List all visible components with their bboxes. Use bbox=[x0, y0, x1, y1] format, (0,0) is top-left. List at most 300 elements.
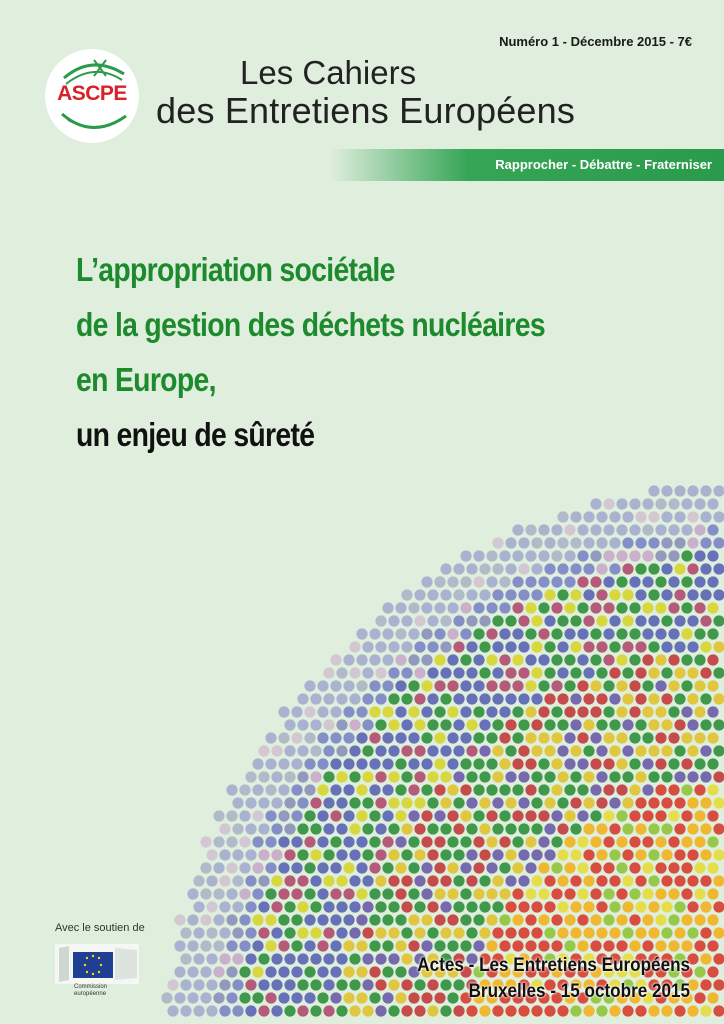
sphere-dot bbox=[330, 810, 341, 821]
sphere-dot bbox=[635, 615, 646, 626]
sphere-dot bbox=[681, 914, 692, 925]
sphere-dot bbox=[687, 719, 698, 730]
sphere-dot bbox=[674, 719, 685, 730]
sphere-dot bbox=[388, 927, 399, 938]
sphere-dot bbox=[668, 914, 679, 925]
sphere-dot bbox=[499, 784, 510, 795]
sphere-dot bbox=[395, 810, 406, 821]
sphere-dot bbox=[453, 875, 464, 886]
sphere-dot bbox=[538, 758, 549, 769]
sphere-dot bbox=[551, 810, 562, 821]
sphere-dot bbox=[486, 602, 497, 613]
sphere-dot bbox=[694, 966, 705, 977]
sphere-dot bbox=[427, 589, 438, 600]
sphere-dot bbox=[414, 927, 425, 938]
sphere-dot bbox=[629, 628, 640, 639]
sphere-dot bbox=[538, 706, 549, 717]
sphere-dot bbox=[713, 927, 724, 938]
sphere-dot bbox=[395, 862, 406, 873]
sphere-dot bbox=[590, 524, 601, 535]
sphere-dot bbox=[258, 745, 269, 756]
sphere-dot bbox=[525, 940, 536, 951]
sphere-dot bbox=[460, 862, 471, 873]
sphere-dot bbox=[219, 953, 230, 964]
sphere-dot bbox=[486, 576, 497, 587]
sphere-dot bbox=[219, 849, 230, 860]
sphere-dot bbox=[583, 589, 594, 600]
sphere-dot bbox=[564, 888, 575, 899]
sphere-dot bbox=[577, 654, 588, 665]
sphere-dot bbox=[479, 693, 490, 704]
sphere-dot bbox=[336, 927, 347, 938]
sphere-dot bbox=[512, 602, 523, 613]
sphere-dot bbox=[551, 758, 562, 769]
sphere-dot bbox=[674, 563, 685, 574]
sphere-dot bbox=[284, 953, 295, 964]
sphere-dot bbox=[642, 680, 653, 691]
sphere-dot bbox=[414, 589, 425, 600]
sphere-dot bbox=[707, 784, 718, 795]
sphere-dot bbox=[642, 524, 653, 535]
sphere-dot bbox=[375, 953, 386, 964]
sphere-dot bbox=[512, 914, 523, 925]
sphere-dot bbox=[590, 498, 601, 509]
sphere-dot bbox=[310, 979, 321, 990]
sphere-dot bbox=[557, 1005, 568, 1016]
sphere-dot bbox=[499, 576, 510, 587]
sphere-dot bbox=[388, 797, 399, 808]
sphere-dot bbox=[343, 914, 354, 925]
sphere-dot bbox=[323, 823, 334, 834]
sphere-dot bbox=[258, 823, 269, 834]
sphere-dot bbox=[713, 771, 724, 782]
sphere-dot bbox=[382, 836, 393, 847]
sphere-dot bbox=[564, 680, 575, 691]
sphere-dot bbox=[564, 836, 575, 847]
logo-text: ASCPE bbox=[57, 82, 127, 105]
sphere-dot bbox=[200, 914, 211, 925]
sphere-dot bbox=[518, 901, 529, 912]
sphere-dot bbox=[447, 862, 458, 873]
sphere-dot bbox=[538, 836, 549, 847]
sphere-dot bbox=[408, 810, 419, 821]
sphere-dot bbox=[616, 914, 627, 925]
sphere-dot bbox=[596, 849, 607, 860]
sphere-dot bbox=[655, 940, 666, 951]
sphere-dot bbox=[635, 667, 646, 678]
sphere-dot bbox=[531, 1005, 542, 1016]
sphere-dot bbox=[187, 992, 198, 1003]
sphere-dot bbox=[434, 758, 445, 769]
sphere-dot bbox=[525, 680, 536, 691]
sphere-dot bbox=[492, 771, 503, 782]
sphere-dot bbox=[661, 797, 672, 808]
sphere-dot bbox=[408, 862, 419, 873]
sphere-dot bbox=[538, 914, 549, 925]
sphere-dot bbox=[687, 589, 698, 600]
sphere-dot bbox=[655, 550, 666, 561]
sphere-dot bbox=[707, 888, 718, 899]
sphere-dot bbox=[239, 836, 250, 847]
sphere-dot bbox=[330, 862, 341, 873]
sphere-dot bbox=[713, 641, 724, 652]
sphere-dot bbox=[505, 537, 516, 548]
sphere-dot bbox=[421, 576, 432, 587]
sphere-dot bbox=[661, 693, 672, 704]
sphere-dot bbox=[356, 680, 367, 691]
sphere-dot bbox=[499, 862, 510, 873]
sphere-dot bbox=[525, 602, 536, 613]
sphere-dot bbox=[570, 537, 581, 548]
sphere-dot bbox=[180, 953, 191, 964]
sphere-dot bbox=[518, 771, 529, 782]
sphere-dot bbox=[492, 563, 503, 574]
sphere-dot bbox=[655, 836, 666, 847]
sphere-dot bbox=[427, 745, 438, 756]
sphere-dot bbox=[304, 940, 315, 951]
sphere-dot bbox=[668, 810, 679, 821]
sphere-dot bbox=[473, 680, 484, 691]
sphere-dot bbox=[694, 498, 705, 509]
sphere-dot bbox=[382, 628, 393, 639]
sphere-dot bbox=[479, 719, 490, 730]
sphere-dot bbox=[486, 862, 497, 873]
sphere-dot bbox=[284, 823, 295, 834]
sphere-dot bbox=[473, 888, 484, 899]
sphere-dot bbox=[674, 823, 685, 834]
sphere-dot bbox=[421, 784, 432, 795]
sphere-dot bbox=[362, 901, 373, 912]
sphere-dot bbox=[349, 1005, 360, 1016]
sphere-dot bbox=[239, 810, 250, 821]
sphere-dot bbox=[310, 745, 321, 756]
sphere-dot bbox=[466, 927, 477, 938]
sphere-dot bbox=[544, 615, 555, 626]
sphere-dot bbox=[661, 771, 672, 782]
sphere-dot bbox=[336, 693, 347, 704]
sphere-dot bbox=[245, 953, 256, 964]
sphere-dot bbox=[629, 576, 640, 587]
sphere-dot bbox=[362, 797, 373, 808]
sphere-dot bbox=[694, 992, 705, 1003]
sphere-dot bbox=[473, 628, 484, 639]
sphere-dot bbox=[700, 849, 711, 860]
sphere-dot bbox=[661, 719, 672, 730]
sphere-dot bbox=[291, 888, 302, 899]
sphere-dot bbox=[453, 771, 464, 782]
sphere-dot bbox=[258, 1005, 269, 1016]
sphere-dot bbox=[252, 758, 263, 769]
sphere-dot bbox=[278, 966, 289, 977]
tagline-bar bbox=[330, 149, 724, 181]
sphere-dot bbox=[219, 927, 230, 938]
sphere-dot bbox=[466, 719, 477, 730]
sphere-dot bbox=[570, 1005, 581, 1016]
sphere-dot bbox=[447, 706, 458, 717]
sphere-dot bbox=[239, 862, 250, 873]
sphere-dot bbox=[713, 485, 724, 496]
sphere-dot bbox=[447, 810, 458, 821]
sphere-dot bbox=[492, 615, 503, 626]
sphere-dot bbox=[564, 602, 575, 613]
sphere-dot bbox=[616, 602, 627, 613]
sphere-dot bbox=[687, 563, 698, 574]
sphere-dot bbox=[226, 862, 237, 873]
sphere-dot bbox=[349, 927, 360, 938]
sphere-dot bbox=[375, 927, 386, 938]
sphere-dot bbox=[668, 628, 679, 639]
sphere-dot bbox=[694, 576, 705, 587]
sphere-dot bbox=[323, 849, 334, 860]
sphere-dot bbox=[258, 953, 269, 964]
sphere-dot bbox=[531, 901, 542, 912]
sphere-dot bbox=[557, 875, 568, 886]
sphere-dot bbox=[694, 784, 705, 795]
sphere-dot bbox=[707, 602, 718, 613]
sphere-dot bbox=[427, 771, 438, 782]
sphere-dot bbox=[596, 693, 607, 704]
sphere-dot bbox=[583, 797, 594, 808]
sphere-dot bbox=[414, 823, 425, 834]
sphere-dot bbox=[531, 589, 542, 600]
sphere-dot bbox=[505, 615, 516, 626]
sphere-dot bbox=[369, 966, 380, 977]
sphere-dot bbox=[284, 901, 295, 912]
sphere-dot bbox=[408, 758, 419, 769]
sphere-dot bbox=[700, 875, 711, 886]
sphere-dot bbox=[596, 1005, 607, 1016]
sphere-dot bbox=[401, 875, 412, 886]
sphere-dot bbox=[278, 758, 289, 769]
sphere-dot bbox=[629, 784, 640, 795]
sphere-dot bbox=[642, 654, 653, 665]
sphere-dot bbox=[668, 706, 679, 717]
sphere-dot bbox=[193, 901, 204, 912]
sphere-dot bbox=[577, 602, 588, 613]
sphere-dot bbox=[518, 641, 529, 652]
sphere-dot bbox=[642, 498, 653, 509]
sphere-dot bbox=[674, 875, 685, 886]
sphere-dot bbox=[499, 940, 510, 951]
sphere-dot bbox=[694, 940, 705, 951]
sphere-dot bbox=[297, 979, 308, 990]
sphere-dot bbox=[681, 836, 692, 847]
sphere-dot bbox=[681, 784, 692, 795]
sphere-dot bbox=[297, 719, 308, 730]
sphere-dot bbox=[401, 693, 412, 704]
sphere-dot bbox=[609, 797, 620, 808]
sphere-dot bbox=[421, 914, 432, 925]
sphere-dot bbox=[661, 537, 672, 548]
sphere-dot bbox=[499, 836, 510, 847]
sphere-dot bbox=[681, 810, 692, 821]
sphere-dot bbox=[440, 849, 451, 860]
sphere-dot bbox=[648, 797, 659, 808]
sphere-dot bbox=[265, 810, 276, 821]
sphere-dot bbox=[603, 758, 614, 769]
sphere-dot bbox=[440, 589, 451, 600]
sphere-dot bbox=[239, 940, 250, 951]
sphere-dot bbox=[551, 550, 562, 561]
sphere-dot bbox=[447, 628, 458, 639]
sphere-dot bbox=[278, 862, 289, 873]
sphere-dot bbox=[356, 628, 367, 639]
sphere-dot bbox=[499, 888, 510, 899]
sphere-dot bbox=[434, 888, 445, 899]
sphere-dot bbox=[447, 654, 458, 665]
sphere-dot bbox=[622, 511, 633, 522]
support-label: Avec le soutien de bbox=[55, 922, 145, 934]
sphere-dot bbox=[681, 550, 692, 561]
sphere-dot bbox=[356, 758, 367, 769]
sphere-dot bbox=[557, 901, 568, 912]
sphere-dot bbox=[622, 745, 633, 756]
sphere-dot bbox=[271, 797, 282, 808]
sphere-dot bbox=[408, 654, 419, 665]
sphere-dot bbox=[473, 836, 484, 847]
sphere-dot bbox=[349, 875, 360, 886]
sphere-dot bbox=[648, 875, 659, 886]
sphere-dot bbox=[544, 693, 555, 704]
sphere-dot bbox=[570, 901, 581, 912]
sphere-dot bbox=[544, 667, 555, 678]
sphere-dot bbox=[252, 914, 263, 925]
sphere-dot bbox=[596, 589, 607, 600]
sphere-dot bbox=[551, 628, 562, 639]
sphere-dot bbox=[473, 758, 484, 769]
sphere-dot bbox=[674, 771, 685, 782]
sphere-dot bbox=[531, 667, 542, 678]
sphere-dot bbox=[167, 1005, 178, 1016]
sphere-dot bbox=[622, 901, 633, 912]
sphere-dot bbox=[252, 966, 263, 977]
sphere-dot bbox=[304, 732, 315, 743]
sphere-dot bbox=[629, 706, 640, 717]
sphere-dot bbox=[512, 706, 523, 717]
sphere-dot bbox=[193, 1005, 204, 1016]
sphere-dot bbox=[668, 758, 679, 769]
sphere-dot bbox=[330, 836, 341, 847]
sphere-dot bbox=[661, 511, 672, 522]
sphere-dot bbox=[648, 485, 659, 496]
sphere-dot bbox=[330, 940, 341, 951]
sphere-dot bbox=[668, 940, 679, 951]
sphere-dot bbox=[388, 979, 399, 990]
sphere-dot bbox=[681, 524, 692, 535]
sphere-dot bbox=[512, 680, 523, 691]
sphere-dot bbox=[492, 667, 503, 678]
sphere-dot bbox=[323, 667, 334, 678]
sphere-dot bbox=[499, 602, 510, 613]
sphere-dot bbox=[655, 862, 666, 873]
sphere-dot bbox=[681, 498, 692, 509]
sphere-dot bbox=[603, 524, 614, 535]
sphere-dot bbox=[258, 979, 269, 990]
sphere-dot bbox=[336, 823, 347, 834]
sphere-dot bbox=[486, 758, 497, 769]
sphere-dot bbox=[557, 719, 568, 730]
sphere-dot bbox=[434, 940, 445, 951]
sphere-dot bbox=[687, 537, 698, 548]
sphere-dot bbox=[174, 940, 185, 951]
sphere-dot bbox=[707, 992, 718, 1003]
sphere-dot bbox=[434, 602, 445, 613]
sphere-dot bbox=[297, 745, 308, 756]
sphere-dot bbox=[564, 862, 575, 873]
sphere-dot bbox=[525, 914, 536, 925]
sphere-dot bbox=[440, 823, 451, 834]
sphere-dot bbox=[271, 979, 282, 990]
sphere-dot bbox=[577, 524, 588, 535]
sphere-dot bbox=[421, 862, 432, 873]
sphere-dot bbox=[466, 693, 477, 704]
sphere-dot bbox=[674, 797, 685, 808]
sphere-dot bbox=[323, 693, 334, 704]
sphere-dot bbox=[564, 810, 575, 821]
sphere-dot bbox=[687, 667, 698, 678]
sphere-dot bbox=[304, 888, 315, 899]
sphere-dot bbox=[388, 953, 399, 964]
sphere-dot bbox=[297, 849, 308, 860]
sphere-dot bbox=[577, 732, 588, 743]
sphere-dot bbox=[304, 992, 315, 1003]
sphere-dot bbox=[219, 875, 230, 886]
sphere-dot bbox=[466, 563, 477, 574]
sphere-dot bbox=[674, 693, 685, 704]
sphere-dot bbox=[291, 940, 302, 951]
sphere-dot bbox=[323, 927, 334, 938]
sphere-dot bbox=[622, 693, 633, 704]
sphere-dot bbox=[401, 745, 412, 756]
sphere-dot bbox=[317, 706, 328, 717]
sphere-dot bbox=[382, 784, 393, 795]
sphere-dot bbox=[551, 862, 562, 873]
sphere-dot bbox=[310, 1005, 321, 1016]
sphere-dot bbox=[317, 784, 328, 795]
sphere-dot bbox=[304, 914, 315, 925]
sphere-dot bbox=[551, 602, 562, 613]
sphere-dot bbox=[668, 732, 679, 743]
sphere-dot bbox=[369, 654, 380, 665]
sphere-dot bbox=[414, 849, 425, 860]
sphere-dot bbox=[694, 732, 705, 743]
sphere-dot bbox=[629, 550, 640, 561]
sphere-dot bbox=[323, 875, 334, 886]
sphere-dot bbox=[687, 849, 698, 860]
sphere-dot bbox=[544, 901, 555, 912]
sphere-dot bbox=[544, 641, 555, 652]
sphere-dot bbox=[466, 875, 477, 886]
sphere-dot bbox=[408, 680, 419, 691]
sphere-dot bbox=[460, 914, 471, 925]
sphere-dot bbox=[687, 641, 698, 652]
sphere-dot bbox=[271, 823, 282, 834]
sphere-dot bbox=[226, 888, 237, 899]
sphere-dot bbox=[583, 875, 594, 886]
sphere-dot bbox=[700, 901, 711, 912]
sphere-dot bbox=[668, 836, 679, 847]
sphere-dot bbox=[603, 810, 614, 821]
sphere-dot bbox=[661, 563, 672, 574]
sphere-dot bbox=[674, 667, 685, 678]
sphere-dot bbox=[700, 797, 711, 808]
sphere-dot bbox=[486, 680, 497, 691]
sphere-dot bbox=[713, 511, 724, 522]
sphere-dot bbox=[388, 693, 399, 704]
sphere-dot bbox=[648, 511, 659, 522]
sphere-dot bbox=[473, 576, 484, 587]
sphere-dot bbox=[622, 563, 633, 574]
